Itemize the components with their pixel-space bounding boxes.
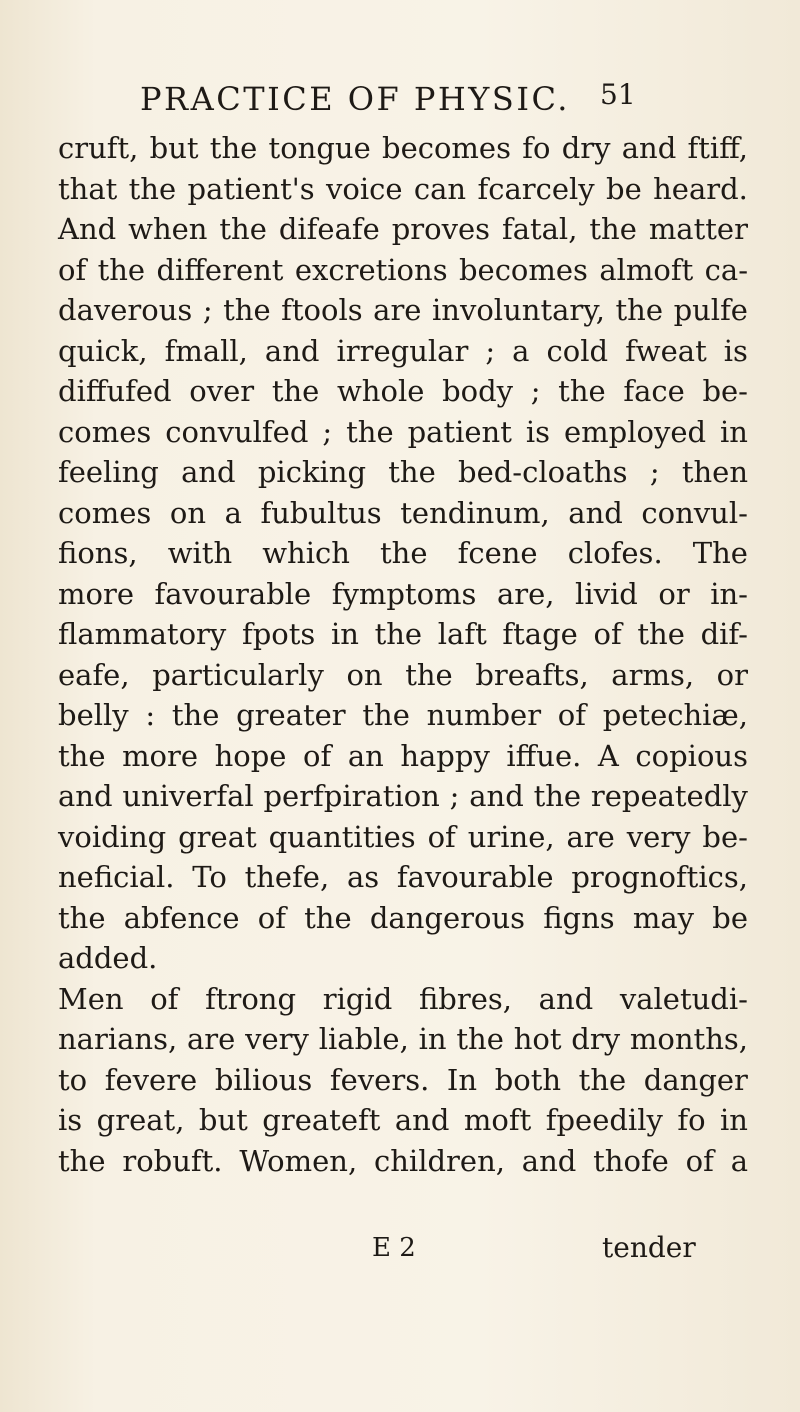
text-line: comes convulfed ; the patient is employed in	[58, 414, 748, 449]
page-number: 51	[600, 78, 636, 111]
text-line: the abfence of the dangerous figns may be	[58, 900, 748, 935]
text-line: more favourable fymptoms are, livid or in-	[58, 576, 748, 611]
text-line: to fevere bilious fevers. In both the danger	[58, 1062, 748, 1097]
text-line: and univerfal perfpiration ; and the repeatedly	[58, 779, 748, 813]
text-line: eafe, particularly on the breafts, arms, or	[58, 657, 748, 692]
text-line: quick, fmall, and irregular ; a cold fweat is	[58, 333, 748, 368]
text-line: of the different excretions becomes almoft ca-	[58, 252, 748, 287]
text-line: comes on a fubultus tendinum, and convul-	[58, 495, 748, 530]
body-text	[58, 128, 748, 1181]
catchword: tender	[602, 1231, 696, 1264]
text-line: cruft, but the tongue becomes fo dry and ftiff,	[58, 131, 748, 165]
text-line: voiding great quantities of urine, are very be-	[58, 819, 748, 854]
text-line: daverous ; the ftools are involuntary, the pulfe	[58, 293, 748, 327]
text-line: the more hope of an happy iffue. A copious	[58, 738, 748, 773]
page-header	[0, 58, 800, 118]
text-line: fions, with which the fcene clofes. The	[58, 536, 748, 570]
text-line: that the patient's voice can fcarcely be heard.	[58, 171, 748, 206]
text-line: diffufed over the whole body ; the face be-	[58, 374, 748, 408]
text-line: flammatory fpots in the laft ftage of the dif-	[58, 617, 748, 651]
page-footer	[58, 1228, 748, 1268]
text-line: the robuft. Women, children, and thofe of a	[58, 1143, 748, 1178]
text-line: belly : the greater the number of petechiæ,	[58, 698, 748, 732]
paragraph-start-line: Men of ftrong rigid fibres, and valetudi-	[58, 981, 748, 1016]
text-line: neficial. To thefe, as favourable prognoftics,	[58, 860, 748, 894]
text-line: is great, but greateft and moft fpeedily fo in	[58, 1103, 748, 1137]
paragraph-end-line: added.	[58, 941, 158, 975]
text-line: narians, are very liable, in the hot dry months,	[58, 1022, 748, 1056]
running-title: PRACTICE OF PHYSIC.	[140, 80, 570, 118]
text-line: feeling and picking the bed-cloaths ; then	[58, 455, 748, 489]
text-line: And when the difeafe proves fatal, the matter	[58, 212, 748, 246]
signature-mark: E 2	[372, 1233, 416, 1263]
